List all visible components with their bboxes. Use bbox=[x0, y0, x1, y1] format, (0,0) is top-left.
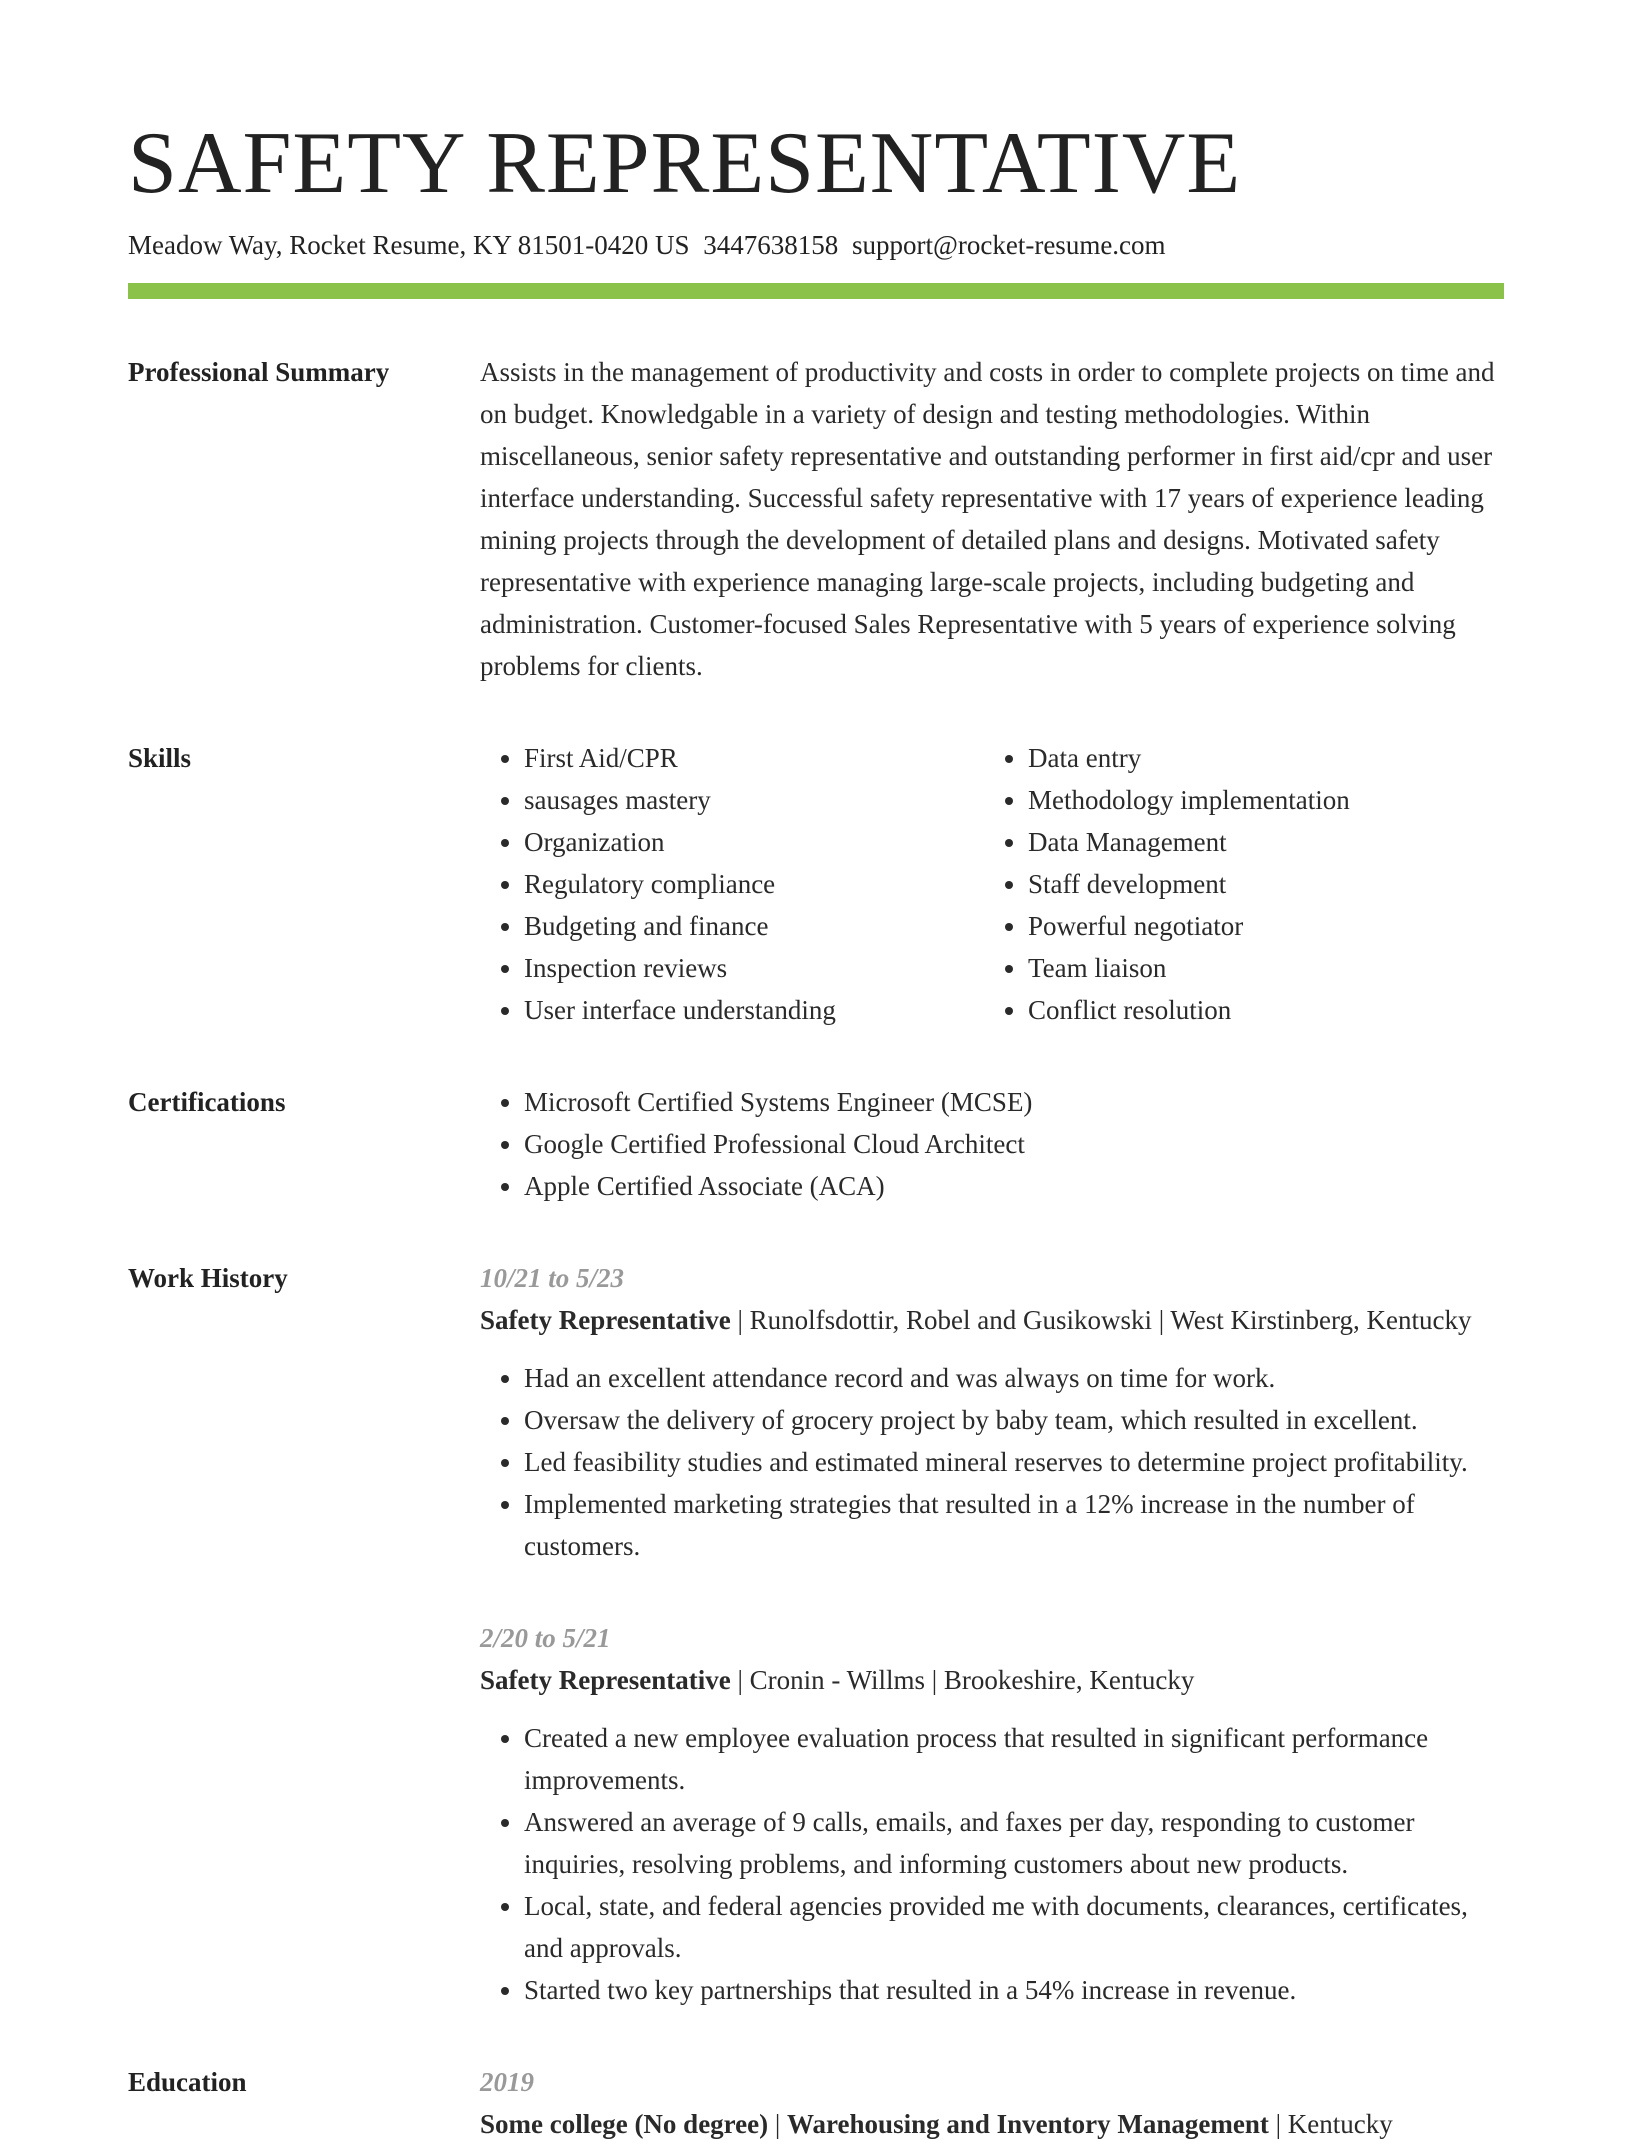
job-details: | Runolfsdottir, Robel and Gusikowski | West Kirstinberg, Kentucky bbox=[730, 1305, 1472, 1335]
skill-item: • Conflict resolution bbox=[1028, 989, 1488, 1031]
skill-item: • Data entry bbox=[1028, 737, 1488, 779]
skill-item: • User interface understanding bbox=[524, 989, 984, 1031]
education-year: 2019 bbox=[480, 2067, 534, 2097]
section-label-work-history: Work History bbox=[128, 1263, 288, 1293]
job-entry bbox=[480, 1257, 1504, 1567]
education-location: Kentucky bbox=[1287, 2109, 1393, 2139]
contact-phone: 3447638158 bbox=[703, 230, 839, 260]
job-bullet: • Started two key partnerships that resulted in a 54% increase in revenue. bbox=[524, 1969, 1504, 2011]
skills-list-2 bbox=[984, 737, 1488, 1031]
job-bullets bbox=[480, 1717, 1504, 2011]
education-line bbox=[480, 2103, 1504, 2145]
section-label-summary: Professional Summary bbox=[128, 357, 390, 387]
skills-column-2 bbox=[984, 737, 1488, 1031]
certification-item: • Google Certified Professional Cloud Architect bbox=[524, 1123, 1504, 1165]
certifications-list bbox=[480, 1081, 1504, 1207]
education-separator: | bbox=[1275, 2109, 1288, 2139]
job-bullet: • Local, state, and federal agencies provided me with documents, clearances, certificates, and approvals. bbox=[524, 1885, 1504, 1969]
skills-body bbox=[480, 737, 1504, 1031]
education-body bbox=[480, 2061, 1504, 2145]
certifications-body bbox=[480, 1081, 1504, 1207]
job-bullets bbox=[480, 1357, 1504, 1567]
contact-email: support@rocket-resume.com bbox=[852, 230, 1166, 260]
summary-body bbox=[480, 351, 1504, 687]
skill-item: • First Aid/CPR bbox=[524, 737, 984, 779]
skill-item: • Inspection reviews bbox=[524, 947, 984, 989]
job-bullet: • Led feasibility studies and estimated mineral reserves to determine project profitability. bbox=[524, 1441, 1504, 1483]
certifications-section bbox=[128, 1081, 1504, 1207]
skill-item: • Data Management bbox=[1028, 821, 1488, 863]
skill-item: • Team liaison bbox=[1028, 947, 1488, 989]
job-bullet: • Created a new employee evaluation process that resulted in significant performance improvements. bbox=[524, 1717, 1504, 1801]
summary-text: Assists in the management of productivity and costs in order to complete projects on time and on budget. Knowledgable in a variety of design and testing methodologies. Within miscellaneous, senior safety representative and outstanding performer in first aid/cpr and user interface understanding. Successful safety representative with 17 years of experience leading mining projects through the development of detailed plans and designs. Motivated safety representative with experience managing large-scale projects, including budgeting and administration. Customer-focused Sales Representative with 5 years of experience solving problems for clients. bbox=[480, 357, 1495, 681]
skill-item: • Organization bbox=[524, 821, 984, 863]
skill-item: • Regulatory compliance bbox=[524, 863, 984, 905]
certification-item: • Microsoft Certified Systems Engineer (MCSE) bbox=[524, 1081, 1504, 1123]
skill-item: • sausages mastery bbox=[524, 779, 984, 821]
resume-page bbox=[128, 115, 1504, 2145]
skill-item: • Powerful negotiator bbox=[1028, 905, 1488, 947]
job-heading bbox=[480, 1299, 1504, 1341]
work-history-body bbox=[480, 1257, 1504, 2011]
contact-line bbox=[128, 230, 1504, 261]
skills-section bbox=[128, 737, 1504, 1031]
job-bullet: • Answered an average of 9 calls, emails, and faxes per day, responding to customer inquiries, resolving problems, and informing customers about new products. bbox=[524, 1801, 1504, 1885]
skills-grid bbox=[480, 737, 1504, 1031]
education-school: Some college (No degree) bbox=[480, 2109, 769, 2139]
education-separator: | bbox=[774, 2109, 788, 2139]
skill-item: • Methodology implementation bbox=[1028, 779, 1488, 821]
job-dates: 10/21 to 5/23 bbox=[480, 1263, 625, 1293]
education-section bbox=[128, 2061, 1504, 2145]
skill-item: • Budgeting and finance bbox=[524, 905, 984, 947]
job-entry bbox=[480, 1617, 1504, 2011]
page-title: SAFETY REPRESENTATIVE bbox=[128, 115, 1242, 212]
job-heading bbox=[480, 1659, 1504, 1701]
job-title: Safety Representative bbox=[480, 1305, 731, 1335]
job-bullet: • Implemented marketing strategies that resulted in a 12% increase in the number of customers. bbox=[524, 1483, 1504, 1567]
skills-column-1 bbox=[480, 737, 984, 1031]
job-title: Safety Representative bbox=[480, 1665, 731, 1695]
job-details: | Cronin - Willms | Brookeshire, Kentucky bbox=[730, 1665, 1195, 1695]
education-program: Warehousing and Inventory Management bbox=[787, 2109, 1269, 2139]
accent-divider bbox=[128, 283, 1504, 299]
section-label-skills: Skills bbox=[128, 743, 192, 773]
section-label-certifications: Certifications bbox=[128, 1087, 286, 1117]
summary-section bbox=[128, 351, 1504, 687]
certification-item: • Apple Certified Associate (ACA) bbox=[524, 1165, 1504, 1207]
skill-item: • Staff development bbox=[1028, 863, 1488, 905]
job-bullet: • Oversaw the delivery of grocery project by baby team, which resulted in excellent. bbox=[524, 1399, 1504, 1441]
section-label-education: Education bbox=[128, 2067, 247, 2097]
job-bullet: • Had an excellent attendance record and was always on time for work. bbox=[524, 1357, 1504, 1399]
job-dates: 2/20 to 5/21 bbox=[480, 1623, 611, 1653]
work-history-section bbox=[128, 1257, 1504, 2011]
skills-list-1 bbox=[480, 737, 984, 1031]
contact-address: Meadow Way, Rocket Resume, KY 81501-0420 US bbox=[128, 230, 690, 260]
